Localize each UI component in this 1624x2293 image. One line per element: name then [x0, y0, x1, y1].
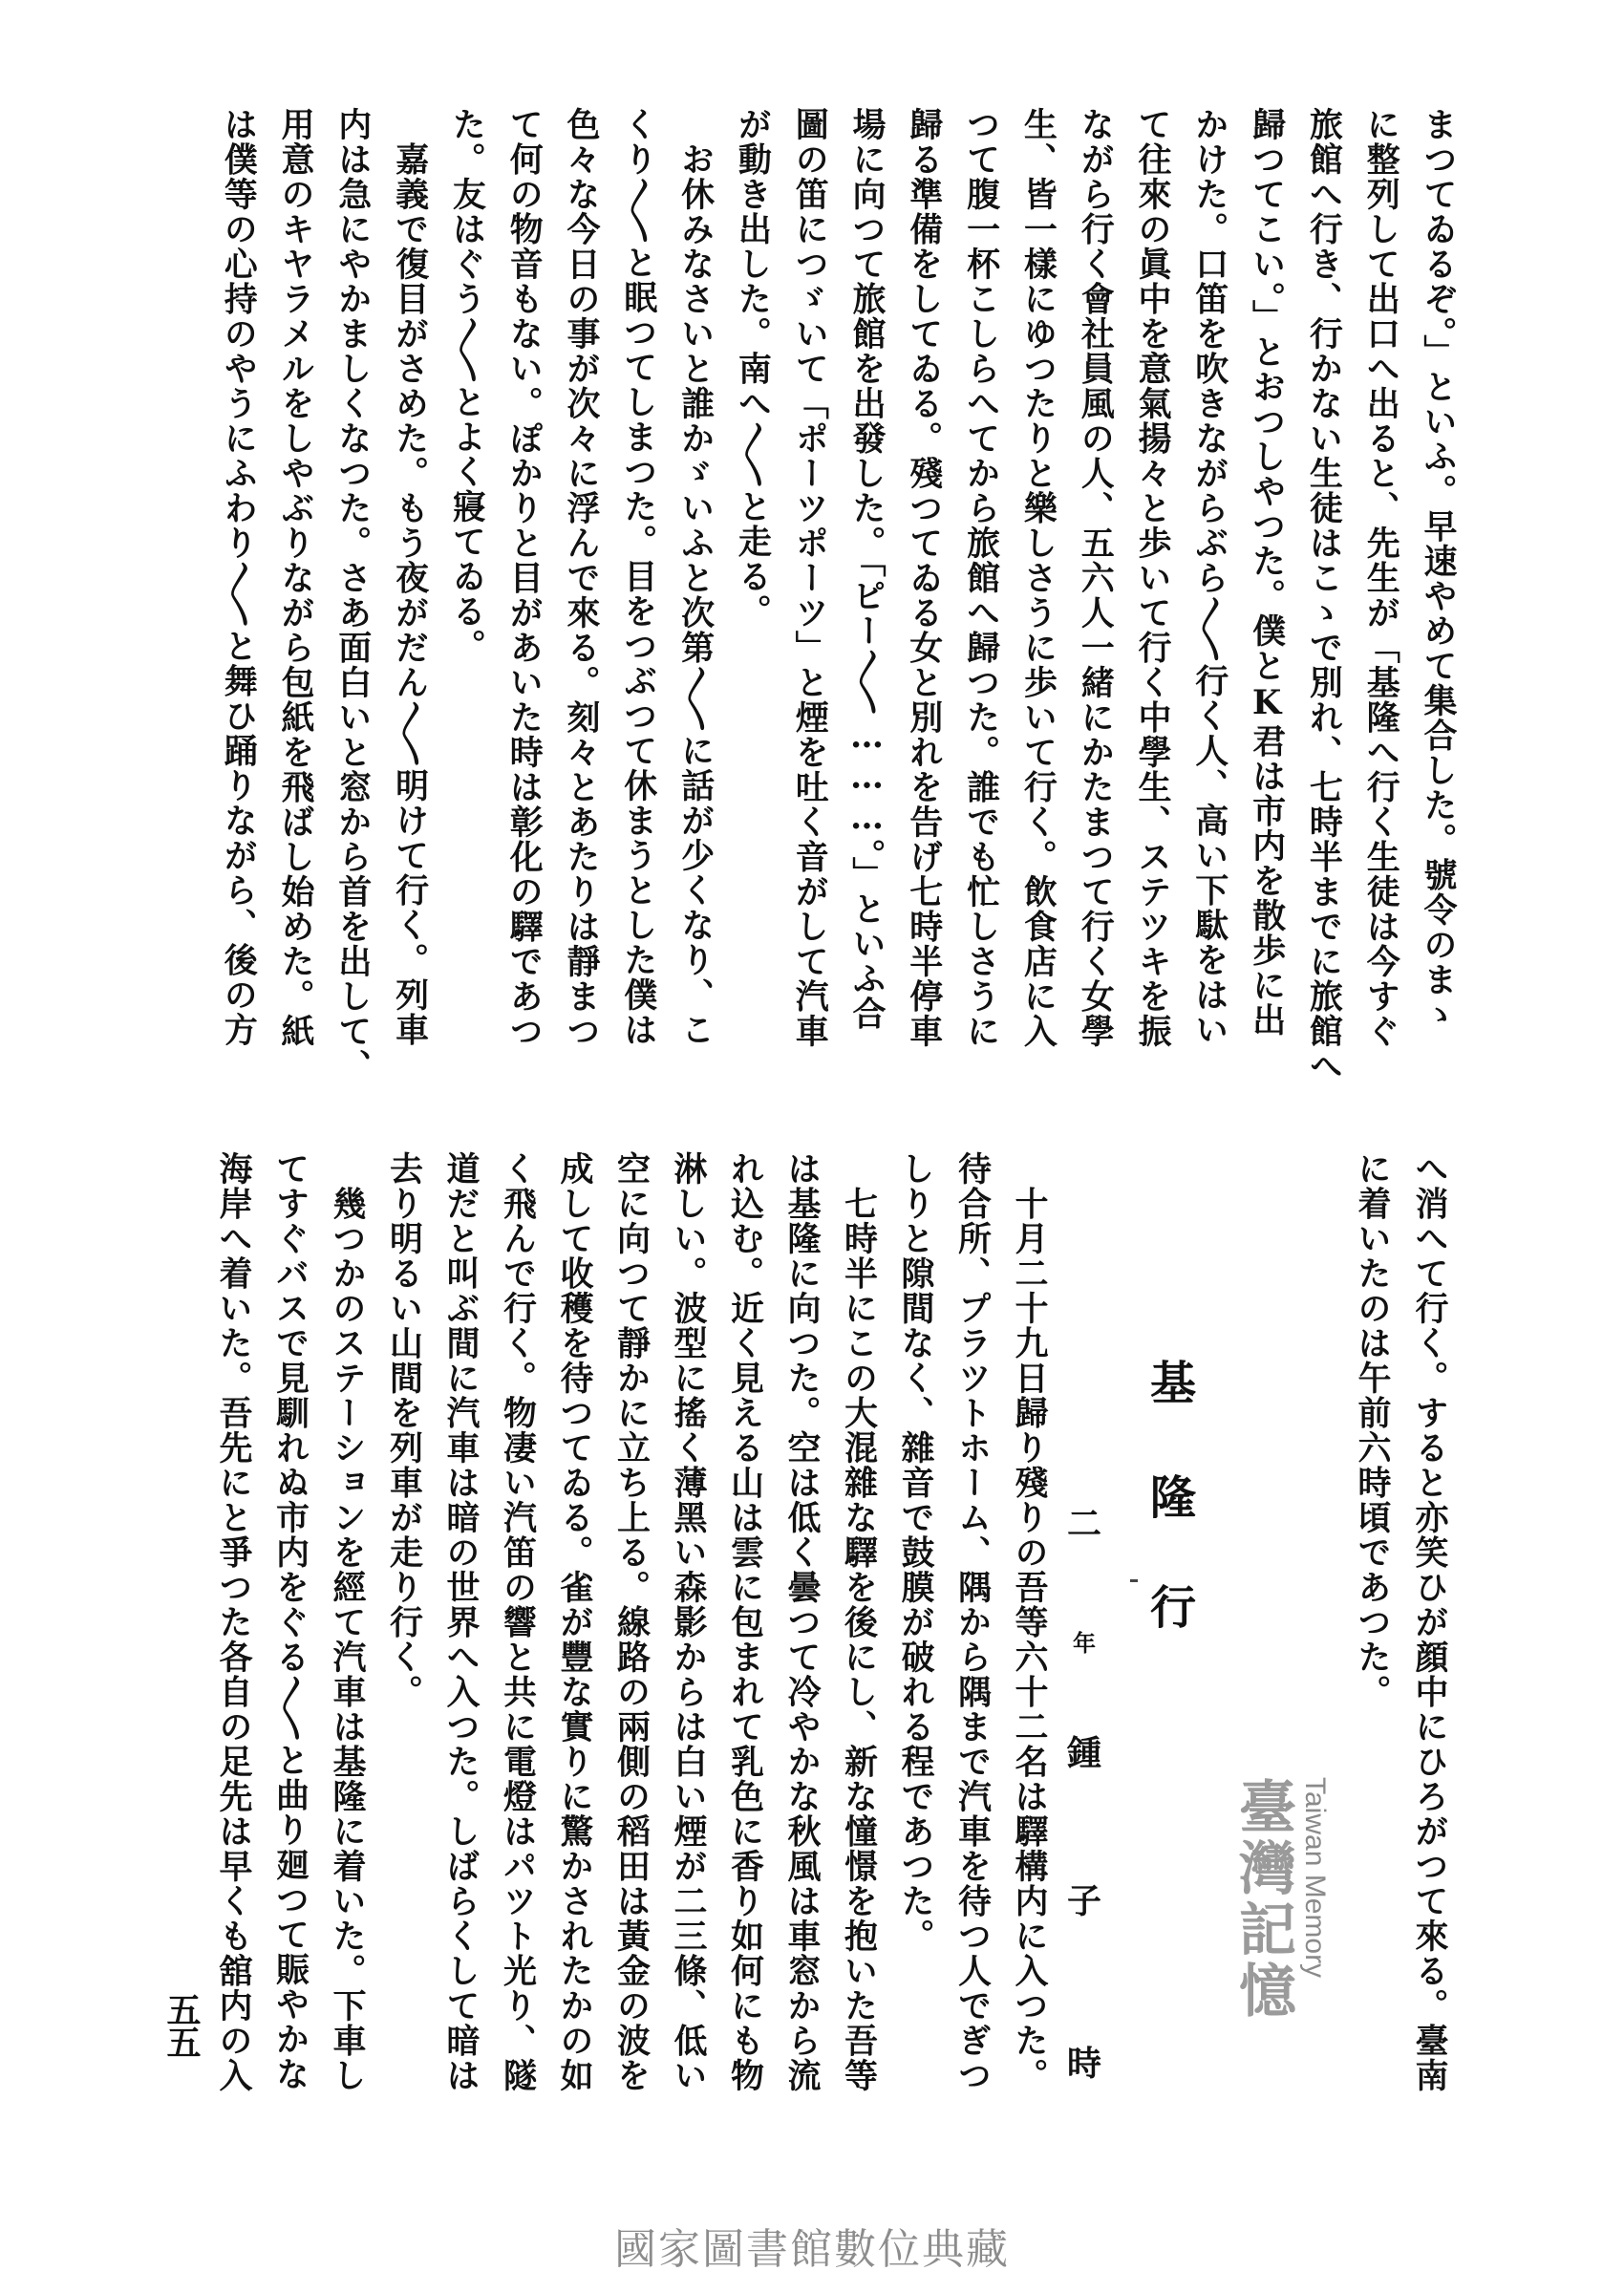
text-column: 生、皆一樣にゆつたりと樂しさうに歩いて行く。飲食店に入: [1018, 107, 1058, 1049]
text-column: 内は急にやかましくなつた。さあ面白いと窓から首を出して、: [332, 107, 373, 1083]
author-character: 子: [1066, 1881, 1101, 1921]
author-character: 二: [1066, 1504, 1101, 1544]
title-character: 基: [1149, 1357, 1196, 1410]
watermark-sub-text: Taiwan Memory: [1299, 1777, 1331, 1979]
text-column: に着いたのは午前六時頃であつた。: [1353, 1151, 1392, 1709]
text-column: 幾つかのステーションを經て汽車は基隆に着いた。下車し: [328, 1151, 367, 2093]
author-character: 鍾: [1066, 1733, 1101, 1773]
text-column: て何の物音もない。ぽかりと目があいた時は彰化の驛であつ: [504, 107, 545, 1049]
text-column: 場に向つて旅館を出發した。「ピー〳〵………。」といふ合: [847, 107, 887, 1031]
text-column: れ込む。近く見える山は雲に包まれて乳色に香り如何にも物: [725, 1151, 765, 2093]
text-column: 旅館へ行き、行かない生徒はこゝで別れ、七時半までに旅館へ: [1304, 107, 1344, 1083]
text-column: 嘉義で復目がさめた。もう夜がだん〳〵明けて行く。列車: [390, 107, 430, 1047]
text-column: 海岸へ着いた。吾先にと爭つた各自の足先は早くも舘内の入: [214, 1151, 253, 2093]
text-column: しりと隙間なく、雜音で鼓膜が破れる程であつた。: [896, 1151, 935, 1954]
text-column: 空に向つて靜かに立ち上る。線路の兩側の稻田は黃金の波を: [611, 1151, 652, 2093]
text-column: 歸る準備をしてゐる。殘つてゐる女と別れを告げ七時半停車: [904, 107, 944, 1049]
text-column: 成して收穫を待つてゐる。雀が豐な實りに驚かされたかの如: [555, 1151, 594, 2093]
footer-watermark: 國家圖書館數位典藏: [614, 2225, 1010, 2274]
author-character: 年: [1073, 1629, 1096, 1657]
author-character: 時: [1066, 2044, 1101, 2084]
text-column: へ消へて行く。すると亦笑ひが顔中にひろがつて來る。臺南: [1410, 1151, 1449, 2093]
text-column: かけた。口笛を吹きながらぶら〳〵行く人、高い下駄をはい: [1189, 107, 1229, 1047]
text-column: 去り明るい山間を列車が走り行く。: [384, 1151, 424, 1709]
text-column: 用意のキヤラメルをしやぶりながら包紙を飛ばし始めた。紙: [276, 107, 315, 1049]
text-column: 七時半にこの大混雜な驛を後にし、新な憧憬を抱いた吾等: [839, 1151, 879, 2093]
page-number: 五五: [161, 1992, 202, 2057]
text-column: ながら行く會社員風の人、五六人一緒にかたまつて行く女學: [1076, 107, 1116, 1049]
text-column: てすぐバスで見馴れぬ市内をぐる〳〵と曲り廻つて賑やかな: [270, 1151, 310, 2091]
text-column: 淋しい。波型に搖く薄黑い森影からは白い煙が二三條、低い: [669, 1151, 708, 2093]
text-column: まつてゐるぞ。」といふ。早速やめて集合した。號令のまゝ: [1419, 107, 1458, 1032]
title-character: 行: [1149, 1581, 1196, 1635]
text-column: 圖の笛につゞいて「ポーツポーツ」と煙を吐く音がして汽車: [790, 107, 830, 1049]
text-column: が動き出した。南へ〳〵と走る。: [733, 107, 773, 629]
taiwan-memory-watermark-logo: [1229, 1777, 1337, 2140]
text-column: 十月二十九日歸り殘りの吾等六十二名は驛構内に入つた。: [1010, 1151, 1049, 2093]
text-column: くり〳〵と眠つてしまつた。目をつぶつて休まうとした僕は: [618, 107, 658, 1047]
text-column: 待合所、プラツトホーム、隅から隅まで汽車を待つ人でぎつ: [952, 1151, 993, 2093]
watermark-main-text: 臺灣記憶: [1229, 1777, 1296, 2022]
text-column: に整列して出口へ出ると、先生が「基隆へ行く生徒は今すぐ: [1361, 107, 1401, 1049]
text-column: 色々な今日の事が次々に浮んで來る。刻々とあたりは靜まつ: [562, 107, 601, 1049]
text-column: 歸つてこい。」とおつしやつた。僕とK君は市内を散歩に出: [1247, 107, 1287, 1038]
text-column: お休みなさいと誰かゞいふと次第〳〵に話が少くなり、こ: [675, 107, 716, 1047]
text-column: 道だと叫ぶ間に汽車は暗の世界へ入つた。しばらくして暗は: [441, 1151, 481, 2093]
text-column: つて腹一杯こしらへてから旅館へ歸つた。誰でも忙しさうに: [961, 107, 1001, 1049]
text-column: て往來の眞中を意氣揚々と歩いて行く中學生、ステツキを振: [1133, 107, 1172, 1049]
text-column: は基隆に向つた。空は低く曇つて冷やかな秋風は車窓から流: [782, 1151, 822, 2093]
scan-speck: [1130, 1579, 1138, 1582]
text-column: く飛んで行く。物凄い汽笛の響と共に電燈はパツト光り、隧: [498, 1151, 538, 2093]
text-column: は僕等の心持のやうにふわり〳〵と舞ひ踊りながら、後の方: [219, 107, 259, 1047]
text-column: た。友はぐう〳〵とよく寢てゐる。: [447, 107, 487, 664]
title-character: 隆: [1149, 1471, 1196, 1525]
